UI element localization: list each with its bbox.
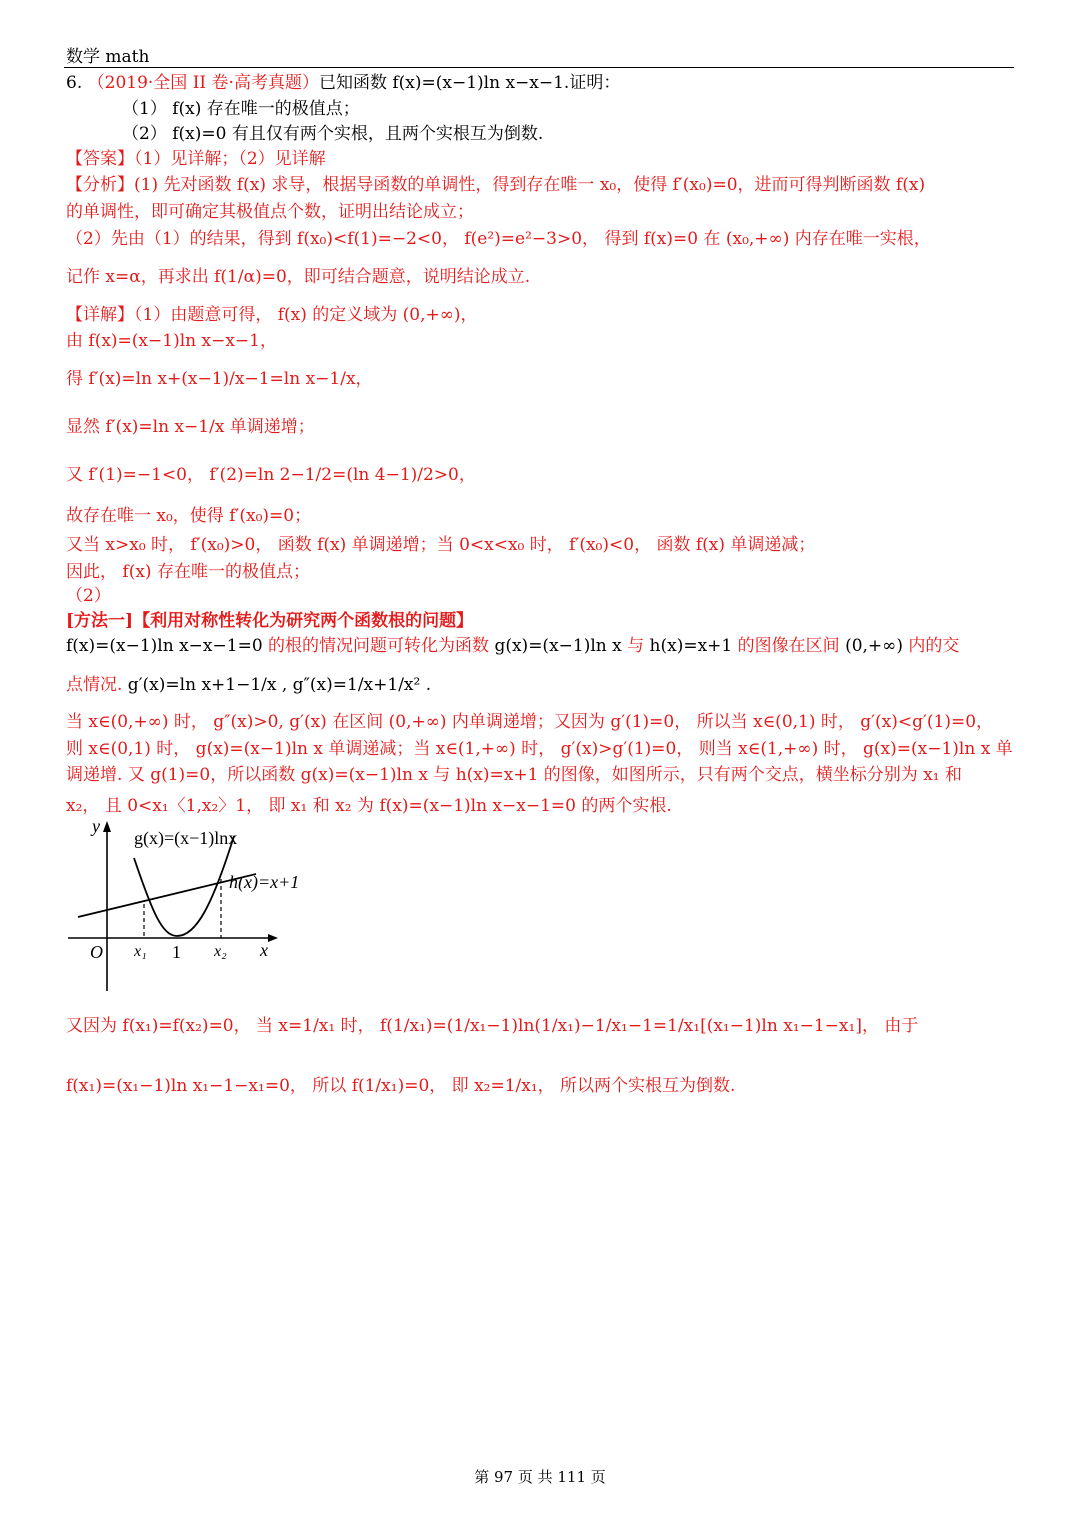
problem-stem: 已知函数 f(x)=(x−1)ln x−x−1.证明：: [318, 73, 621, 93]
page-footer: 第 97 页 共 111 页: [474, 1468, 606, 1486]
answer-line: 【答案】（1）见详解；（2）见详解: [66, 149, 326, 169]
g-curve: [134, 836, 234, 936]
method-text-1: 的根的情况问题可转化为函数: [262, 636, 495, 656]
function-graph: [64, 816, 324, 996]
method-line-2: [66, 674, 431, 696]
method-line-5: 调递增. 又 g(1)=0，所以函数 g(x)=(x−1)ln x 与 h(x)=x+1 的图像，如图所示，只有两个交点，横坐标分别为 x₁ 和: [66, 765, 963, 785]
x2-label: x₂: [214, 943, 227, 960]
analysis-line-1: 【分析】(1) 先对函数 f(x) 求导，根据导函数的单调性，得到存在唯一 x₀，使得 f′(x₀)=0，进而可得判断函数 f(x): [66, 175, 926, 195]
detail-line-9: （2）: [66, 586, 111, 606]
detail-line-7: 又当 x>x₀ 时， f′(x₀)>0， 函数 f(x) 单调递增；当 0<x<x₀ 时， f′(x₀)<0， 函数 f(x) 单调递减；: [66, 535, 816, 555]
method-h-eq: h(x)=x+1: [649, 636, 733, 656]
detail-line-8: 因此， f(x) 存在唯一的极值点；: [66, 562, 310, 582]
one-label: 1: [172, 942, 181, 962]
problem-part-1: （1） f(x) 存在唯一的极值点；: [122, 99, 360, 119]
method-line-4: 则 x∈(0,1) 时， g(x)=(x−1)ln x 单调递减；当 x∈(1,+∞) 时， g′(x)>g′(1)=0， 则当 x∈(1,+∞) 时， g(x)=(x−1)ln x 单: [66, 739, 1013, 759]
method-line-3: 当 x∈(0,+∞) 时， g″(x)>0, g′(x) 在区间 (0,+∞) 内单调递增；又因为 g′(1)=0， 所以当 x∈(0,1) 时， g′(x)<g′(1)=0，: [66, 712, 994, 732]
detail-line-5: 又 f′(1)=−1<0， f′(2)=ln 2−1/2=(ln 4−1)/2>0，: [66, 465, 476, 485]
y-label: y: [92, 816, 100, 836]
final-line-1: 又因为 f(x₁)=f(x₂)=0， 当 x=1/x₁ 时， f(1/x₁)=(1/x₁−1)ln(1/x₁)−1/x₁−1=1/x₁[(x₁−1)ln x₁−1−x₁]， 由于: [66, 1016, 919, 1036]
x1-label: x₁: [134, 943, 147, 960]
problem-source: （2019·全国 II 卷·高考真题）: [87, 73, 319, 93]
x-label: x: [260, 940, 268, 960]
final-line-2: f(x₁)=(x₁−1)ln x₁−1−x₁=0， 所以 f(1/x₁)=0， 即 x₂=1/x₁， 所以两个实根互为倒数.: [66, 1076, 736, 1096]
method-text-3: 的图像在区间: [732, 636, 846, 656]
method-line-6: x₂， 且 0<x₁〈1,x₂〉1， 即 x₁ 和 x₂ 为 f(x)=(x−1)ln x−x−1=0 的两个实根.: [66, 796, 672, 816]
detail-line-2: 由 f(x)=(x−1)ln x−x−1，: [66, 331, 277, 351]
method-g-eq: g(x)=(x−1)ln x: [494, 636, 622, 656]
y-axis-arrow: [103, 821, 111, 832]
detail-line-6: 故存在唯一 x₀，使得 f′(x₀)=0；: [66, 506, 312, 526]
detail-line-1: 【详解】（1）由题意可得， f(x) 的定义域为 (0,+∞)，: [66, 305, 478, 325]
method-derivatives: g′(x)=ln x+1−1/x , g″(x)=1/x+1/x² .: [122, 675, 432, 695]
header-rule: [64, 67, 1014, 68]
method-title: [方法一]【利用对称性转化为研究两个函数根的问题】: [66, 611, 474, 631]
origin-label: O: [90, 942, 103, 962]
analysis-line-2: 的单调性，即可确定其极值点个数，证明出结论成立；: [66, 202, 474, 222]
problem-number: 6.: [66, 73, 83, 93]
problem-line: [66, 72, 620, 94]
g-label: g(x)=(x−1)lnx: [134, 828, 238, 848]
h-label: h(x)=x+1: [229, 872, 300, 892]
method-text-4: 内的交: [902, 636, 960, 656]
method-f-eq: f(x)=(x−1)ln x−x−1=0: [66, 636, 263, 656]
problem-part-2: （2） f(x)=0 有且仅有两个实根，且两个实根互为倒数.: [122, 124, 544, 144]
method-interval: (0,+∞): [845, 636, 903, 656]
analysis-line-3: （2）先由（1）的结果，得到 f(x₀)<f(1)=−2<0， f(e²)=e²−3>0， 得到 f(x)=0 在 (x₀,+∞) 内存在唯一实根，: [66, 229, 931, 249]
analysis-line-4: 记作 x=α，再求出 f(1/α)=0，即可结合题意，说明结论成立.: [66, 267, 531, 287]
detail-line-4: 显然 f′(x)=ln x−1/x 单调递增；: [66, 417, 315, 437]
page-header: 数学 math: [66, 47, 150, 67]
detail-line-3: 得 f′(x)=ln x+(x−1)/x−1=ln x−1/x，: [66, 369, 373, 389]
method-line-2a: 点情况.: [66, 675, 123, 695]
method-line-1: [66, 635, 959, 657]
method-text-2: 与: [621, 636, 650, 656]
x-axis-arrow: [268, 934, 278, 942]
